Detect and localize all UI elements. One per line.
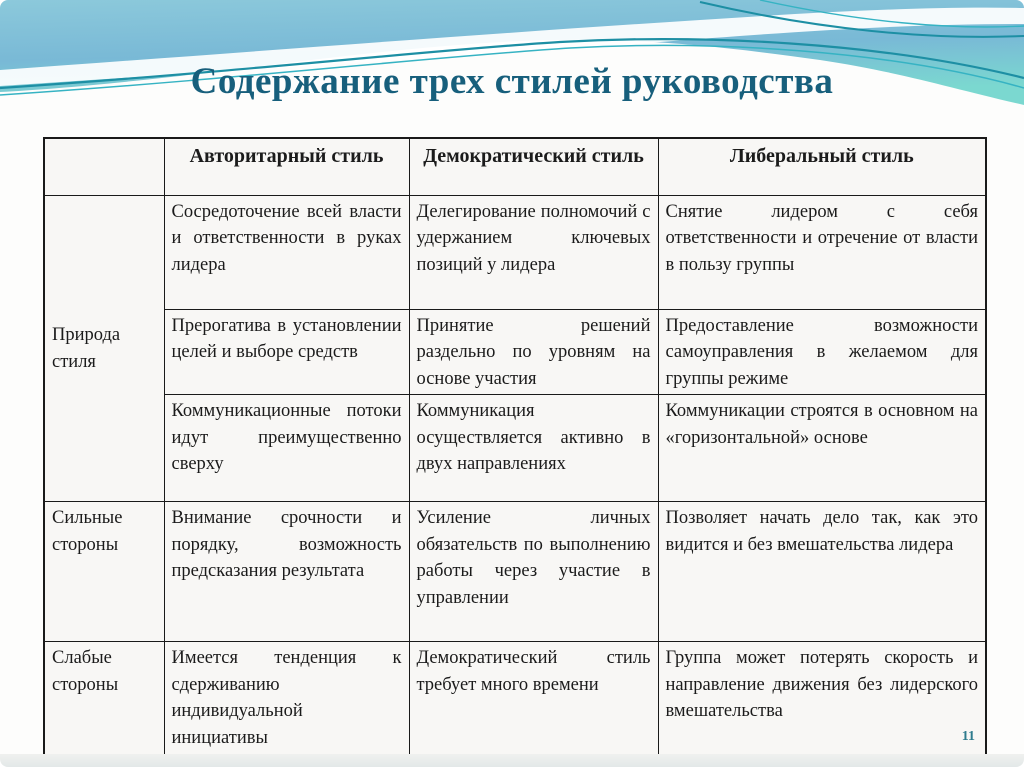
footer-band [0, 754, 1024, 767]
row-label-weaknesses: Слабые стороны [44, 642, 164, 757]
table-cell: Коммуникации строятся в основном на «горизонтальной» основе [658, 395, 986, 502]
table-cell: Позволяет начать дело так, как это видится и без вмешательства лидера [658, 502, 986, 642]
row-label-strengths: Сильные стороны [44, 502, 164, 642]
table-cell: Принятие решений раздельно по уровням на основе участия [409, 309, 658, 395]
table-cell: Делегирование полномочий с удержанием ключевых позиций у лидера [409, 195, 658, 309]
column-header-empty [44, 138, 164, 195]
column-header-liberal: Либеральный стиль [658, 138, 986, 195]
column-header-democratic: Демократический стиль [409, 138, 658, 195]
table-row [44, 309, 986, 395]
table-cell: Имеется тенденция к сдерживанию индивидуальной инициативы [164, 642, 409, 757]
table-cell: Коммуникационные потоки идут преимущественно сверху [164, 395, 409, 502]
table-header-row [44, 138, 986, 195]
slide-title: Содержание трех стилей руководства [190, 61, 834, 102]
leadership-styles-table [43, 137, 987, 758]
table-cell: Предоставление возможности самоуправления в желаемом для группы режиме [658, 309, 986, 395]
column-header-authoritarian: Авторитарный стиль [164, 138, 409, 195]
table-cell: Демократический стиль требует много времени [409, 642, 658, 757]
table-row [44, 195, 986, 309]
page-number: 11 [961, 729, 975, 744]
table-row [44, 395, 986, 502]
table-cell: Прерогатива в установлении целей и выборе средств [164, 309, 409, 395]
table-cell: Внимание срочности и порядку, возможность предсказания результата [164, 502, 409, 642]
table-cell: Группа может потерять скорость и направление движения без лидерского вмешательства [658, 642, 986, 757]
table-row [44, 642, 986, 757]
table-cell: Усиление личных обязательств по выполнению работы через участие в управлении [409, 502, 658, 642]
table-row [44, 502, 986, 642]
table-cell: Снятие лидером с себя ответственности и отречение от власти в пользу группы [658, 195, 986, 309]
row-label-nature: Природа стиля [44, 195, 164, 502]
table-cell: Коммуникация осуществляется активно в двух направлениях [409, 395, 658, 502]
table-cell: Сосредоточение всей власти и ответственности в руках лидера [164, 195, 409, 309]
